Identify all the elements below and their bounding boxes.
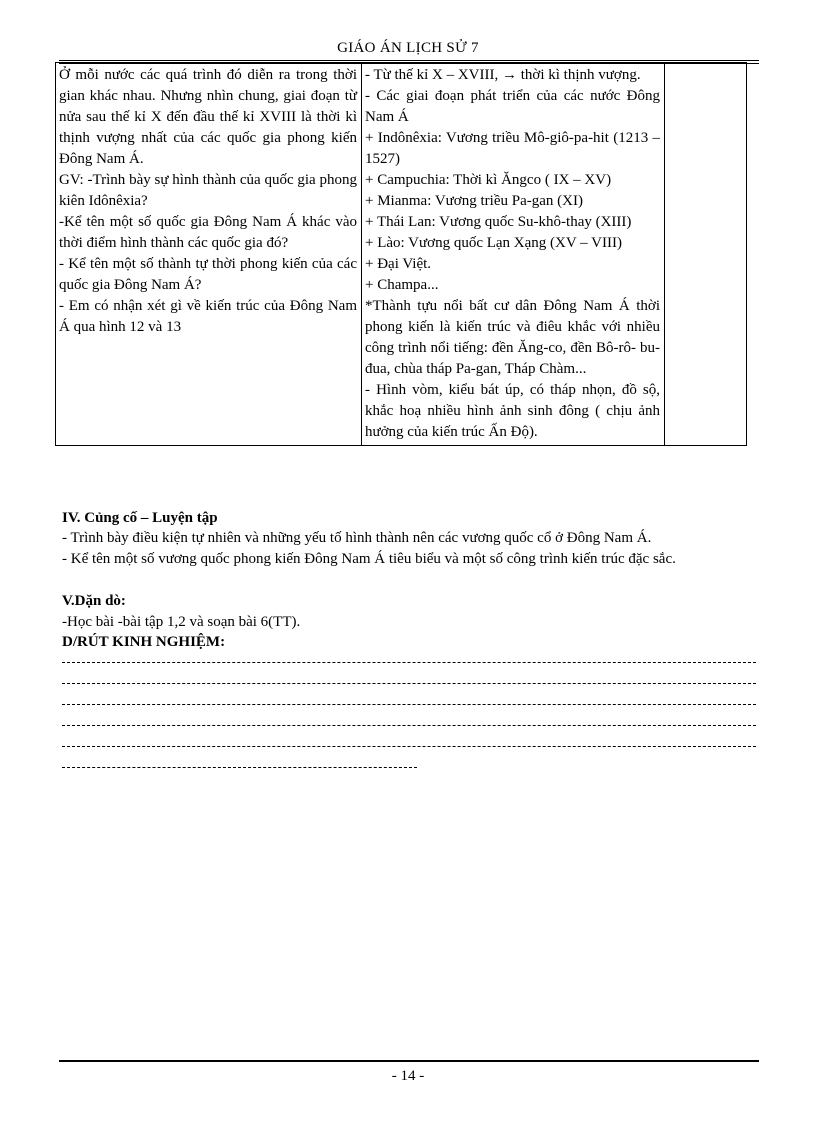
content-cell: [362, 63, 665, 446]
consolidation-line: - Kể tên một số vương quốc phong kiến Đông Nam Á tiêu biểu và một số công trình kiến trúc đặc sắc.: [62, 551, 676, 567]
footer-divider: [59, 1060, 759, 1062]
dashed-writing-line: [62, 767, 417, 768]
list-item: Ở mỗi nước các quá trình đó diễn ra trong thời gian khác nhau. Nhưng nhìn chung, giai đoạn từ nửa sau thế kỉ X đến đầu thế kỉ XVIII là thời kì thịnh vượng nhất của các quốc gia phong kiến Đông Nam Á.: [59, 67, 357, 167]
list-item: + Indônêxia: Vương triều Mô-giô-pa-hit (1213 – 1527): [365, 130, 660, 167]
lesson-table: [55, 62, 747, 446]
notes-cell: [665, 63, 747, 446]
list-item: - Kể tên một số thành tự thời phong kiến của các quốc gia Đông Nam Á?: [59, 256, 357, 293]
list-item: + Champa...: [365, 277, 439, 293]
page-header-title: GIÁO ÁN LỊCH SỬ 7: [337, 40, 479, 56]
dashed-writing-line: [62, 704, 756, 705]
homework-line: -Học bài -bài tập 1,2 và soạn bài 6(TT).: [62, 614, 301, 630]
list-item: - Từ thế kỉ X – XVIII, → thời kì thịnh vượng.: [365, 67, 641, 83]
experience-heading: D/RÚT KINH NGHIỆM:: [62, 634, 226, 650]
teacher-activity-cell: [56, 63, 362, 446]
dashed-writing-line: [62, 662, 756, 663]
list-item: *Thành tựu nổi bất cư dân Đông Nam Á thời phong kiến là kiến trúc và điêu khắc với nhiều công trình nổi tiếng: đền Ăng-co, đền Bô-rô- bu-đua, chùa tháp Pa-gan, Tháp Chàm...: [365, 298, 660, 377]
table-row: [56, 63, 747, 446]
list-item: + Thái Lan: Vương quốc Su-khô-thay (XIII): [365, 214, 632, 230]
list-item: - Các giai đoạn phát triển của các nước Đông Nam Á: [365, 88, 660, 125]
list-item: - Hình vòm, kiểu bát úp, có tháp nhọn, đồ sộ, khắc hoạ nhiều hình ảnh sinh đông ( chịu ảnh hưởng của kiến trúc Ấn Độ).: [365, 382, 660, 440]
list-item: + Đại Việt.: [365, 256, 432, 272]
dashed-writing-line: [62, 725, 756, 726]
list-item: - Em có nhận xét gì về kiến trúc của Đông Nam Á qua hình 12 và 13: [59, 298, 357, 335]
consolidation-heading: IV. Củng cố – Luyện tập: [62, 510, 218, 526]
header-divider: [59, 60, 759, 61]
page-number: - 14 -: [391, 1068, 425, 1084]
dashed-writing-line: [62, 683, 756, 684]
dashed-writing-line: [62, 746, 756, 747]
list-item: GV: -Trình bày sự hình thành của quốc gia phong kiên Idônêxia?: [59, 172, 357, 209]
list-item: -Kể tên một số quốc gia Đông Nam Á khác vào thời điểm hình thành các quốc gia đó?: [59, 214, 357, 251]
consolidation-line: - Trình bày điều kiện tự nhiên và những yếu tố hình thành nên các vương quốc cổ ở Đông Nam Á.: [62, 530, 652, 546]
list-item: + Mianma: Vương triều Pa-gan (XI): [365, 193, 583, 209]
list-item: + Campuchia: Thời kì Ăngco ( IX – XV): [365, 172, 612, 188]
homework-heading: V.Dặn dò:: [62, 593, 126, 609]
list-item: + Lào: Vương quốc Lạn Xạng (XV – VIII): [365, 235, 622, 251]
